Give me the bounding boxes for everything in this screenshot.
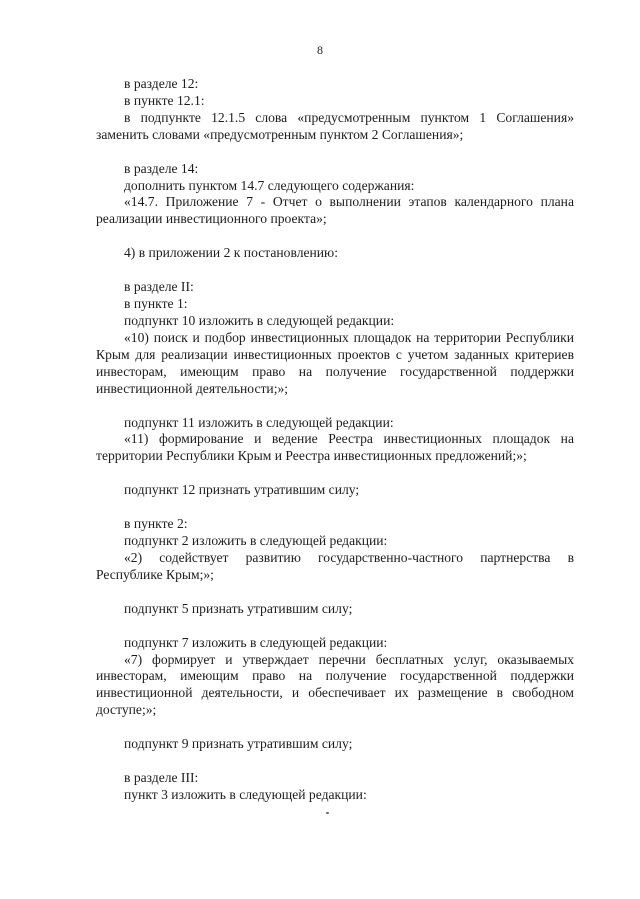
paragraph: в пункте 1:: [124, 296, 188, 312]
paragraph: в разделе 14:: [124, 160, 199, 176]
paragraph: «7) формирует и утверждает перечни бесплатных услуг, оказываемых инвесторам, имеющим право на получение государственной поддержки инвестиционной деятельности, и обеспечивает их размещение в свободном доступе;»;: [96, 651, 574, 718]
paragraph: «11) формирование и ведение Реестра инвестиционных площадок на территории Республики Крым и Реестра инвестиционных предложений;»;: [96, 431, 574, 464]
paragraph-gap: [96, 753, 574, 770]
paragraph-gap: [96, 144, 574, 161]
paragraph-gap: [96, 584, 574, 601]
paragraph-gap: [96, 499, 574, 516]
paragraph: подпункт 2 изложить в следующей редакции:: [124, 533, 388, 549]
paragraph: 4) в приложении 2 к постановлению:: [124, 245, 338, 261]
paragraph: пункт 3 изложить в следующей редакции:: [124, 787, 367, 802]
paragraph-gap: [96, 398, 574, 415]
paragraph: в разделе II:: [124, 279, 194, 295]
paragraph: подпункт 10 изложить в следующей редакции:: [124, 312, 395, 328]
paragraph: в пункте 12.1:: [124, 92, 205, 108]
scan-speck: [326, 812, 329, 814]
paragraph: в разделе 12:: [124, 76, 199, 91]
paragraph: в пункте 2:: [124, 516, 188, 532]
paragraph: подпункт 5 признать утратившим силу;: [124, 600, 353, 616]
paragraph: в разделе III:: [124, 770, 199, 786]
paragraph: подпункт 9 признать утратившим силу;: [124, 736, 353, 752]
document-body: [96, 76, 574, 804]
paragraph: «14.7. Приложение 7 - Отчет о выполнении этапов календарного плана реализации инвестиционного проекта»;: [96, 194, 574, 227]
paragraph: в подпункте 12.1.5 слова «предусмотренным пунктом 1 Соглашения» заменить словами «предусмотренным пунктом 2 Соглашения»;: [96, 109, 574, 142]
paragraph: «10) поиск и подбор инвестиционных площадок на территории Республики Крым для реализации инвестиционных проектов с учетом заданных критериев инвесторам, имеющим право на получение государственной поддержки инвестиционной деятельности;»;: [96, 329, 574, 396]
paragraph-gap: [96, 262, 574, 279]
paragraph: «2) содействует развитию государственно-частного партнерства в Республике Крым;»;: [96, 549, 574, 582]
paragraph: подпункт 11 изложить в следующей редакции:: [124, 414, 394, 430]
page-number: 8: [317, 43, 323, 57]
paragraph-gap: [96, 465, 574, 482]
paragraph-gap: [96, 228, 574, 245]
paragraph: дополнить пунктом 14.7 следующего содержания:: [124, 177, 415, 193]
paragraph: подпункт 7 изложить в следующей редакции:: [124, 634, 388, 650]
paragraph-gap: [96, 618, 574, 635]
paragraph: подпункт 12 признать утратившим силу;: [124, 482, 360, 498]
paragraph-gap: [96, 719, 574, 736]
